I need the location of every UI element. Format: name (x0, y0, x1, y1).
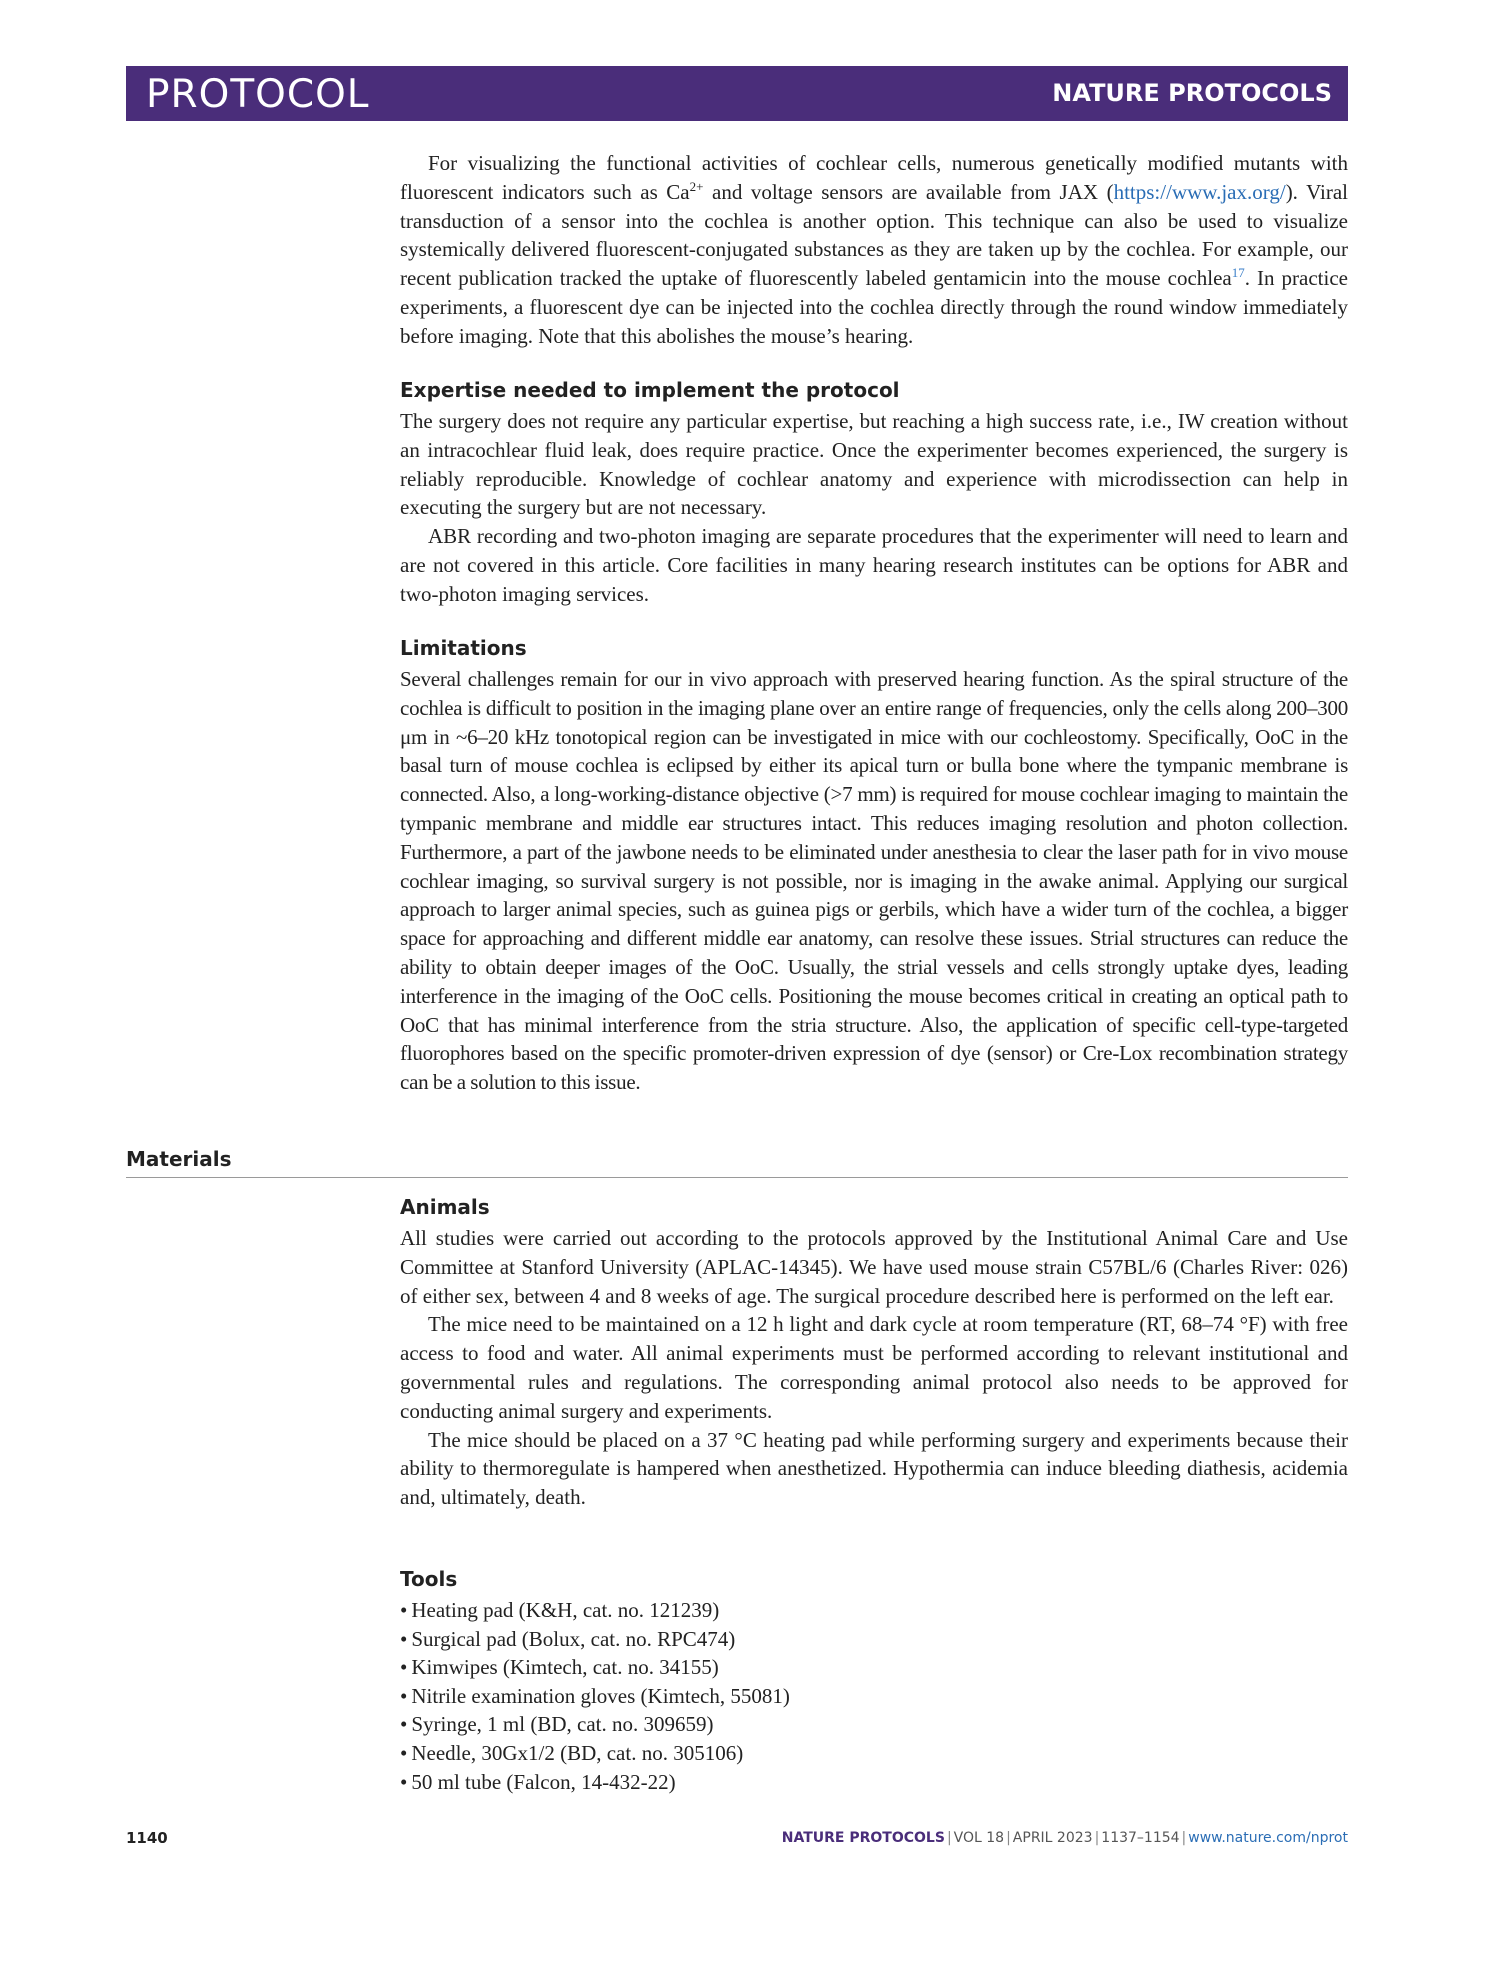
page-number: 1140 (126, 1829, 168, 1847)
animals-paragraph-1: All studies were carried out according to the protocols approved by the Institutional Animal Care and Use Committee at Stanford University (APLAC-14345). We have used mouse strain C57BL/6 (Charles River: 026) of either sex, between 4 and 8 weeks of age. The surgical procedure described here is performed on the left ear. (400, 1226, 1348, 1308)
animals-heading: Animals (400, 1195, 490, 1219)
footer-url[interactable]: www.nature.com/nprot (1188, 1830, 1348, 1846)
superscript-charge: 2+ (689, 178, 704, 194)
footer-date: APRIL 2023 (1012, 1830, 1093, 1846)
journal-name: NATURE PROTOCOLS (1052, 79, 1332, 107)
materials-divider (126, 1177, 1348, 1178)
tools-list (400, 1596, 1348, 1796)
footer-journal: NATURE PROTOCOLS (781, 1830, 945, 1846)
list-item: • 50 ml tube (Falcon, 14-432-22) (400, 1768, 1348, 1797)
tools-section (400, 1564, 1348, 1796)
list-item: • Surgical pad (Bolux, cat. no. RPC474) (400, 1625, 1348, 1654)
tools-heading: Tools (400, 1567, 458, 1591)
animals-paragraph-3: The mice should be placed on a 37 °C heating pad while performing surgery and experiments because their ability to thermoregulate is hampered when anesthetized. Hypothermia can induce bleeding diathesis, acidemia and, ultimately, death. (400, 1427, 1348, 1510)
limitations-heading: Limitations (400, 636, 527, 660)
materials-heading: Materials (126, 1147, 232, 1171)
intro-section (400, 149, 1348, 351)
footer-pages: 1137–1154 (1101, 1830, 1180, 1846)
header-bar (126, 66, 1348, 121)
footer-volume: VOL 18 (953, 1830, 1005, 1846)
expertise-heading: Expertise needed to implement the protocol (400, 378, 900, 402)
expertise-paragraph-1: The surgery does not require any particular expertise, but reaching a high success rate, i.e., IW creation without an intracochlear fluid leak, does require practice. Once the experimenter becomes experienced, the surgery is reliably reproducible. Knowledge of cochlear anatomy and experience with microdissection can help in executing the surgery but are not necessary. (400, 409, 1348, 520)
reference-17[interactable]: 17 (1231, 265, 1245, 281)
jax-link[interactable]: https://www.jax.org/ (1113, 179, 1286, 204)
list-item: • Kimwipes (Kimtech, cat. no. 34155) (400, 1653, 1348, 1682)
section-label: PROTOCOL (146, 72, 370, 117)
list-item: • Needle, 30Gx1/2 (BD, cat. no. 305106) (400, 1739, 1348, 1768)
expertise-section (400, 375, 1348, 609)
list-item: • Syringe, 1 ml (BD, cat. no. 309659) (400, 1710, 1348, 1739)
intro-paragraph: For visualizing the functional activities of cochlear cells, numerous genetically modified mutants with fluorescent indicators such as $Ca^{2+}$ and voltage sensors are available from JAX (https://www.jax.org/). Viral transduction of a sensor into the cochlea is another option. This technique can also be used to visualize systemically delivered fluorescent-conjugated substances as they are taken up by the cochlea. For example, our recent publication tracked the uptake of fluorescently labeled gentamicin into the mouse cochlea$^{17}$. In practice experiments, a fluorescent dye can be injected into the cochlea directly through the round window immediately before imaging. Note that this abolishes the mouse’s hearing. (400, 151, 1348, 348)
animals-paragraph-2: The mice need to be maintained on a 12 h light and dark cycle at room temperature (RT, 68–74 °F) with free access to food and water. All animal experiments must be performed according to relevant institutional and governmental rules and regulations. The corresponding animal protocol also needs to be approved for conducting animal surgery and experiments. (400, 1312, 1348, 1423)
list-item: • Heating pad (K&H, cat. no. 121239) (400, 1596, 1348, 1625)
footer-citation: NATURE PROTOCOLS | VOL 18 | APRIL 2023 | 1137–1154 | www.nature.com/nprot (781, 1830, 1348, 1846)
expertise-paragraph-2: ABR recording and two-photon imaging are separate procedures that the experimenter will need to learn and are not covered in this article. Core facilities in many hearing research institutes can be options for ABR and two-photon imaging services. (400, 524, 1348, 606)
list-item: • Nitrile examination gloves (Kimtech, 55081) (400, 1682, 1348, 1711)
animals-section (400, 1192, 1348, 1512)
limitations-section (400, 633, 1348, 1097)
limitations-paragraph: Several challenges remain for our in vivo approach with preserved hearing function. As the spiral structure of the cochlea is difficult to position in the imaging plane over an entire range of frequencies, only the cells along 200–300 μm in ~6–20 kHz tonotopical region can be investigated in mice with our cochleostomy. Specifically, OoC in the basal turn of mouse cochlea is eclipsed by either its apical turn or bulla bone where the tympanic membrane is connected. Also, a long-working-distance objective (>7 mm) is required for mouse cochlear imaging to maintain the tympanic membrane and middle ear structures intact. This reduces imaging resolution and photon collection. Furthermore, a part of the jawbone needs to be eliminated under anesthesia to clear the laser path for in vivo mouse cochlear imaging, so survival surgery is not possible, nor is imaging in the awake animal. Applying our surgical approach to larger animal species, such as guinea pigs or gerbils, which have a wider turn of the cochlea, a bigger space for approaching and different middle ear anatomy, can resolve these issues. Strial structures can reduce the ability to obtain deeper images of the OoC. Usually, the strial vessels and cells strongly uptake dyes, leading interference in the imaging of the OoC cells. Positioning the mouse becomes critical in creating an optical path to OoC that has minimal interference from the stria structure. Also, the application of specific cell-type-targeted fluorophores based on the specific promoter-driven expression of dye (sensor) or Cre-Lox recombination strategy can be a solution to this issue. (400, 667, 1348, 1095)
